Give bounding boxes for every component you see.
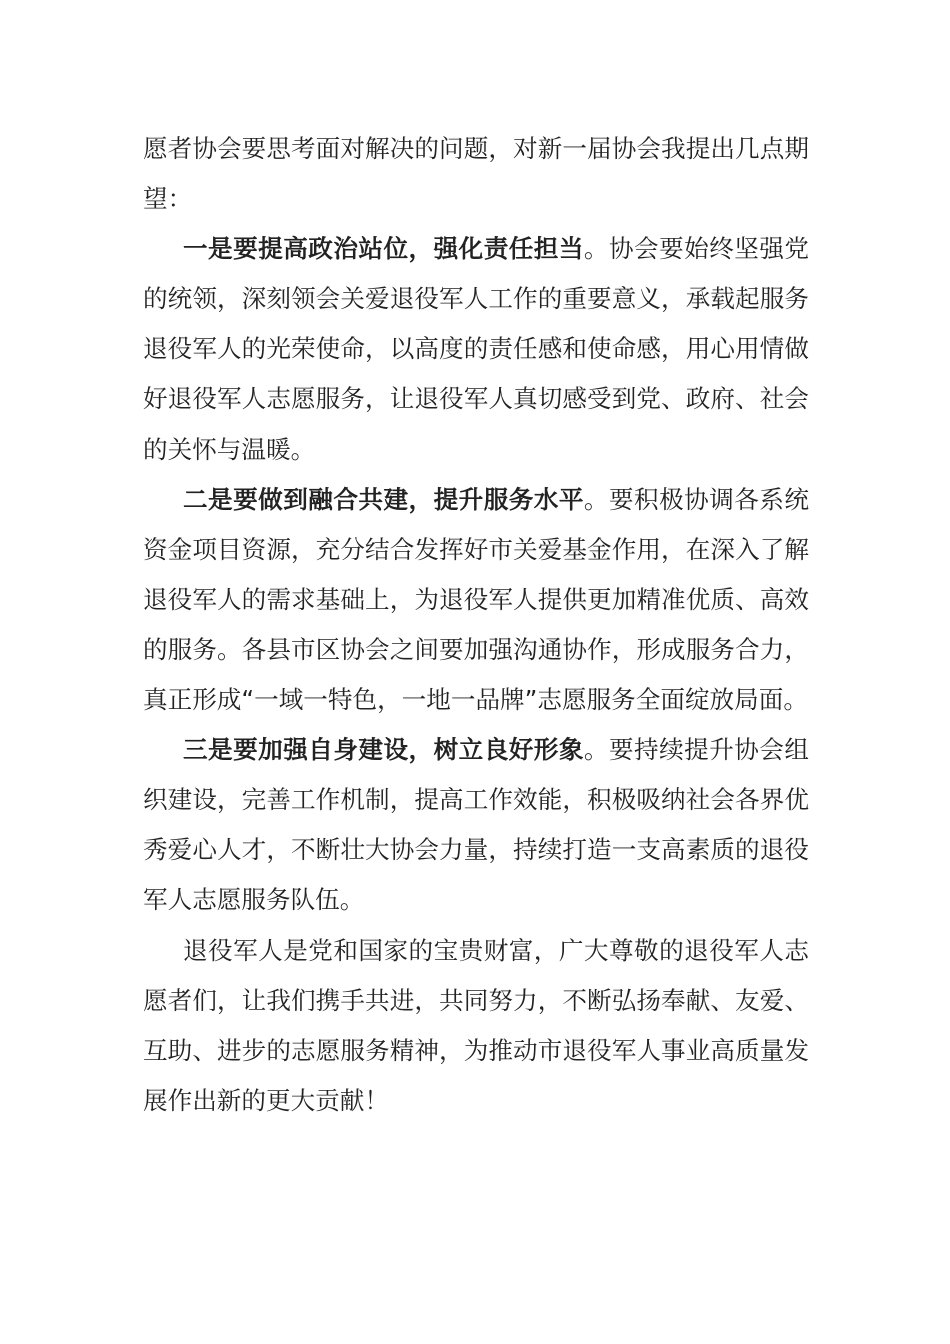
paragraph-continuation	[143, 124, 809, 224]
paragraph-text: 。要持续提升协会组织建设，完善工作机制，提高工作效能，积极吸纳社会各界优秀爱心人才，不断壮大协会力量，持续打造一支高素质的退役军人志愿服务队伍。	[143, 735, 809, 915]
paragraph-point-one	[143, 224, 809, 474]
paragraph-text: 退役军人是党和国家的宝贵财富，广大尊敬的退役军人志愿者们，让我们携手共进，共同努力，不断弘扬奉献、友爱、互助、进步的志愿服务精神，为推动市退役军人事业高质量发展作出新的更大贡献！	[143, 935, 809, 1115]
paragraph-lead-heading: 三是要加强自身建设，树立良好形象	[183, 735, 584, 765]
paragraph-text: 。要积极协调各系统资金项目资源，充分结合发挥好市关爱基金作用，在深入了解退役军人的需求基础上，为退役军人提供更加精准优质、高效的服务。各县市区协会之间要加强沟通协作，形成服务合力，真正形成“一域一特色，一地一品牌”志愿服务全面绽放局面。	[143, 484, 809, 715]
paragraph-point-two	[143, 475, 809, 725]
paragraph-lead-heading: 二是要做到融合共建，提升服务水平	[183, 484, 584, 514]
paragraph-point-three	[143, 725, 809, 925]
paragraph-text: 。协会要始终坚强党的统领，深刻领会关爱退役军人工作的重要意义，承载起服务退役军人的光荣使命，以高度的责任感和使命感，用心用情做好退役军人志愿服务，让退役军人真切感受到党、政府、社会的关怀与温暖。	[143, 234, 809, 464]
paragraph-closing	[143, 926, 809, 1126]
document-body	[143, 124, 809, 1126]
paragraph-text: 愿者协会要思考面对解决的问题，对新一届协会我提出几点期望：	[143, 134, 809, 214]
paragraph-lead-heading: 一是要提高政治站位，强化责任担当	[183, 234, 584, 264]
